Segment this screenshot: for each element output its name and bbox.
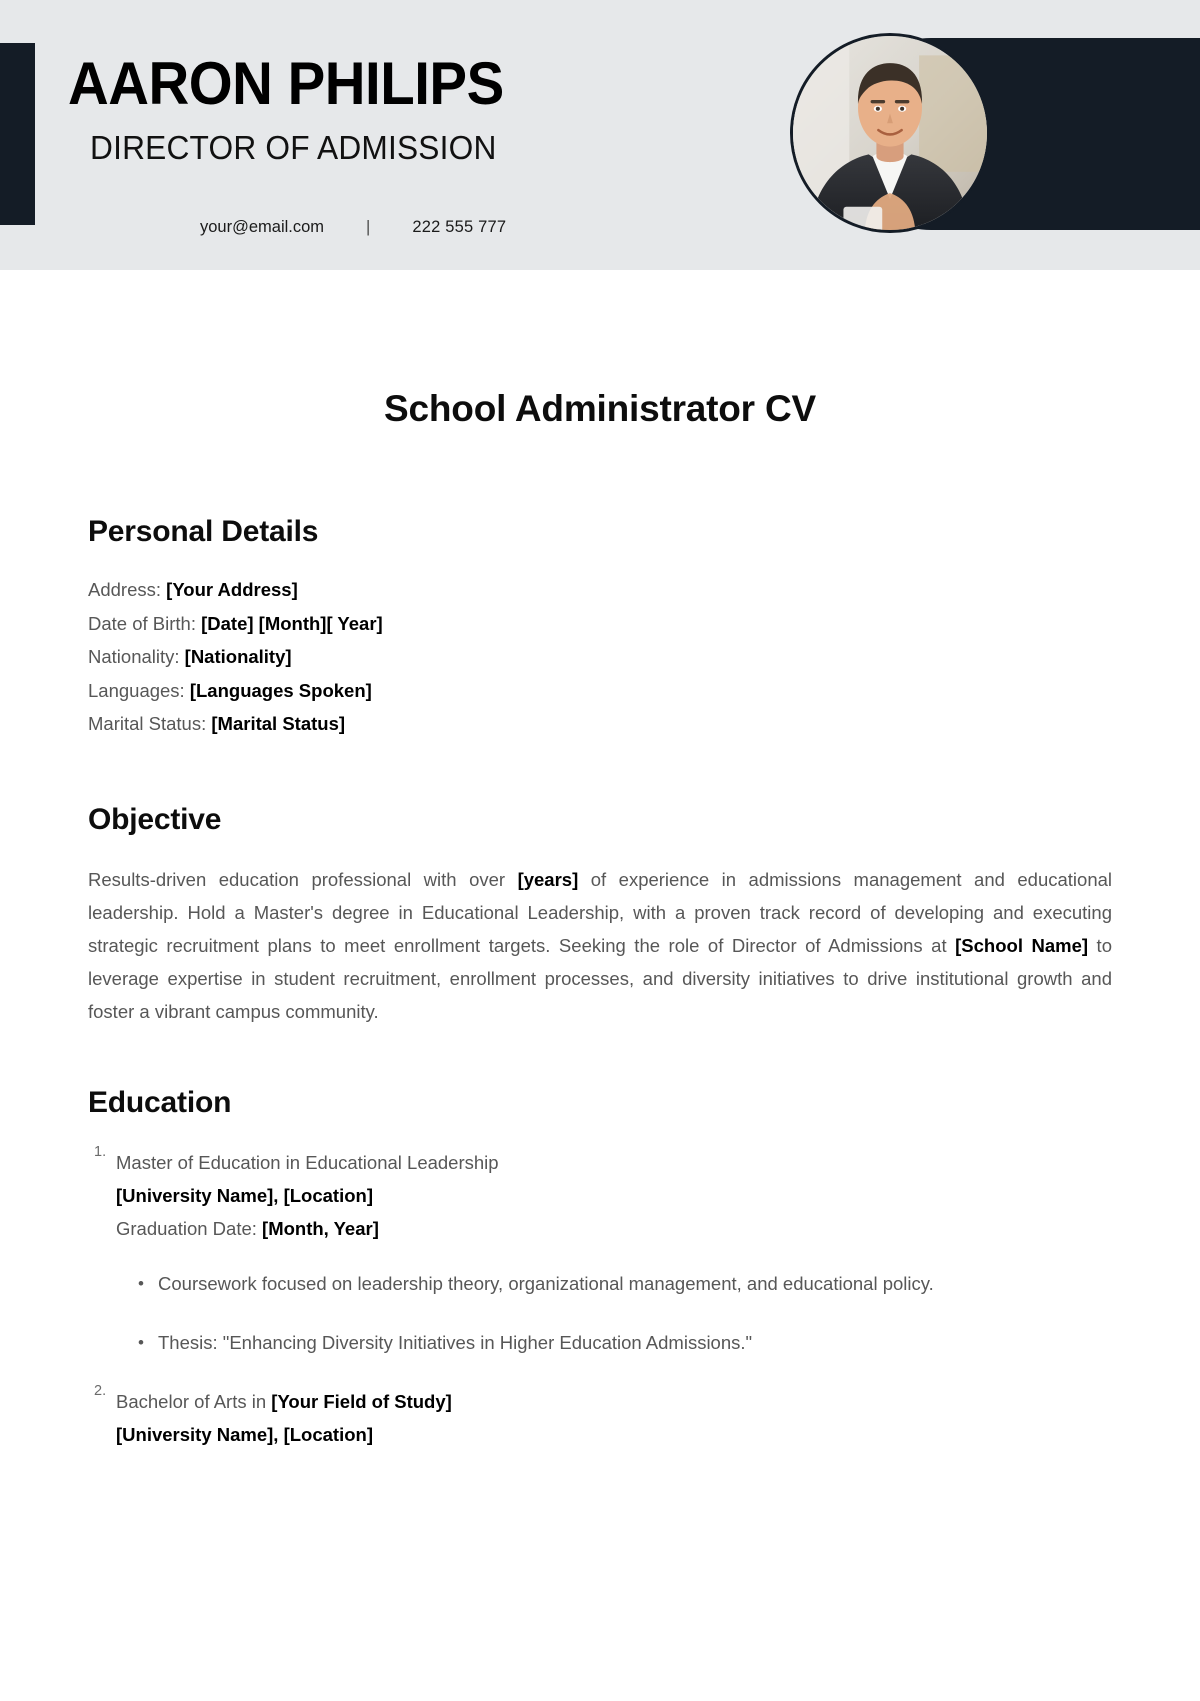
education-item-number: 2. <box>94 1382 107 1399</box>
education-date-value: [Month, Year] <box>262 1217 379 1239</box>
education-degree-text: Bachelor of Arts in <box>116 1390 272 1412</box>
education-item-degree <box>116 1385 1112 1418</box>
contact-separator: | <box>366 218 371 236</box>
detail-value: [Your Address] <box>166 579 298 600</box>
objective-text-1: Results-driven education professional with over <box>88 868 518 890</box>
detail-row <box>88 573 1112 607</box>
detail-value: [Date] [Month][ Year] <box>201 612 383 634</box>
objective-text-2: of experience in admissions management and educational leadership. Hold a Master's degree in Educational Leadership, with a proven track record of developing and executing strategic recruitment plans to meet enrollment targets. Seeking the role of Director of Admissions at <box>88 868 1113 956</box>
section-heading-education: Education <box>88 1085 232 1119</box>
contact-email[interactable]: your@email.com <box>200 218 325 236</box>
candidate-role: DIRECTOR OF ADMISSION <box>90 129 497 166</box>
header-text-block <box>68 52 768 167</box>
detail-value: [Languages Spoken] <box>189 679 372 701</box>
cv-header <box>0 0 1200 270</box>
objective-paragraph <box>88 863 1112 1028</box>
section-objective <box>88 803 1112 1028</box>
detail-row <box>88 607 1112 641</box>
detail-label: Address: <box>88 579 167 600</box>
avatar <box>790 33 990 233</box>
section-personal-details <box>88 515 1112 741</box>
education-degree-text: Master of Education in Educational Leadership <box>116 1151 499 1173</box>
page-title: School Administrator CV <box>384 388 816 429</box>
detail-row <box>88 640 1112 674</box>
objective-placeholder-years: [years] <box>517 868 579 890</box>
candidate-name: AARON PHILIPS <box>68 50 504 117</box>
detail-label: Nationality: <box>88 646 185 667</box>
detail-row <box>88 674 1112 708</box>
education-item-degree <box>116 1146 1112 1179</box>
personal-details-list <box>88 573 1112 741</box>
section-heading-personal-details: Personal Details <box>88 515 319 548</box>
education-list <box>88 1143 1112 1451</box>
detail-label: Date of Birth: <box>88 612 202 634</box>
header-accent-bar <box>0 43 35 225</box>
education-item <box>88 1143 1112 1359</box>
section-education <box>88 1086 1112 1451</box>
education-degree-placeholder: [Your Field of Study] <box>271 1390 452 1412</box>
list-item: • Coursework focused on leadership theory, organizational management, and educational policy. <box>138 1267 1112 1300</box>
education-item-institution: [University Name], [Location] <box>116 1184 373 1206</box>
objective-text-3: to leverage expertise in student recruitment, enrollment processes, and diversity initiatives to drive institutional growth and foster a vibrant campus community. <box>88 934 1112 1022</box>
section-heading-objective: Objective <box>88 802 222 836</box>
contact-line <box>200 218 506 237</box>
objective-placeholder-school: [School Name] <box>955 934 1089 956</box>
education-item <box>88 1382 1112 1451</box>
detail-label: Languages: <box>88 679 190 701</box>
education-bullet-list <box>116 1267 1112 1359</box>
portrait-photo-icon <box>793 36 987 230</box>
cv-body <box>0 388 1200 1451</box>
detail-value: [Nationality] <box>184 646 292 667</box>
contact-phone[interactable]: 222 555 777 <box>412 218 507 236</box>
education-item-institution: [University Name], [Location] <box>116 1423 373 1445</box>
detail-row <box>88 707 1112 741</box>
education-item-number: 1. <box>94 1143 107 1160</box>
education-item-date <box>116 1212 1112 1245</box>
list-item: • Thesis: "Enhancing Diversity Initiatives in Higher Education Admissions." <box>138 1326 1112 1359</box>
education-date-label: Graduation Date: <box>116 1217 263 1239</box>
detail-label: Marital Status: <box>88 713 212 734</box>
detail-value: [Marital Status] <box>211 713 346 734</box>
